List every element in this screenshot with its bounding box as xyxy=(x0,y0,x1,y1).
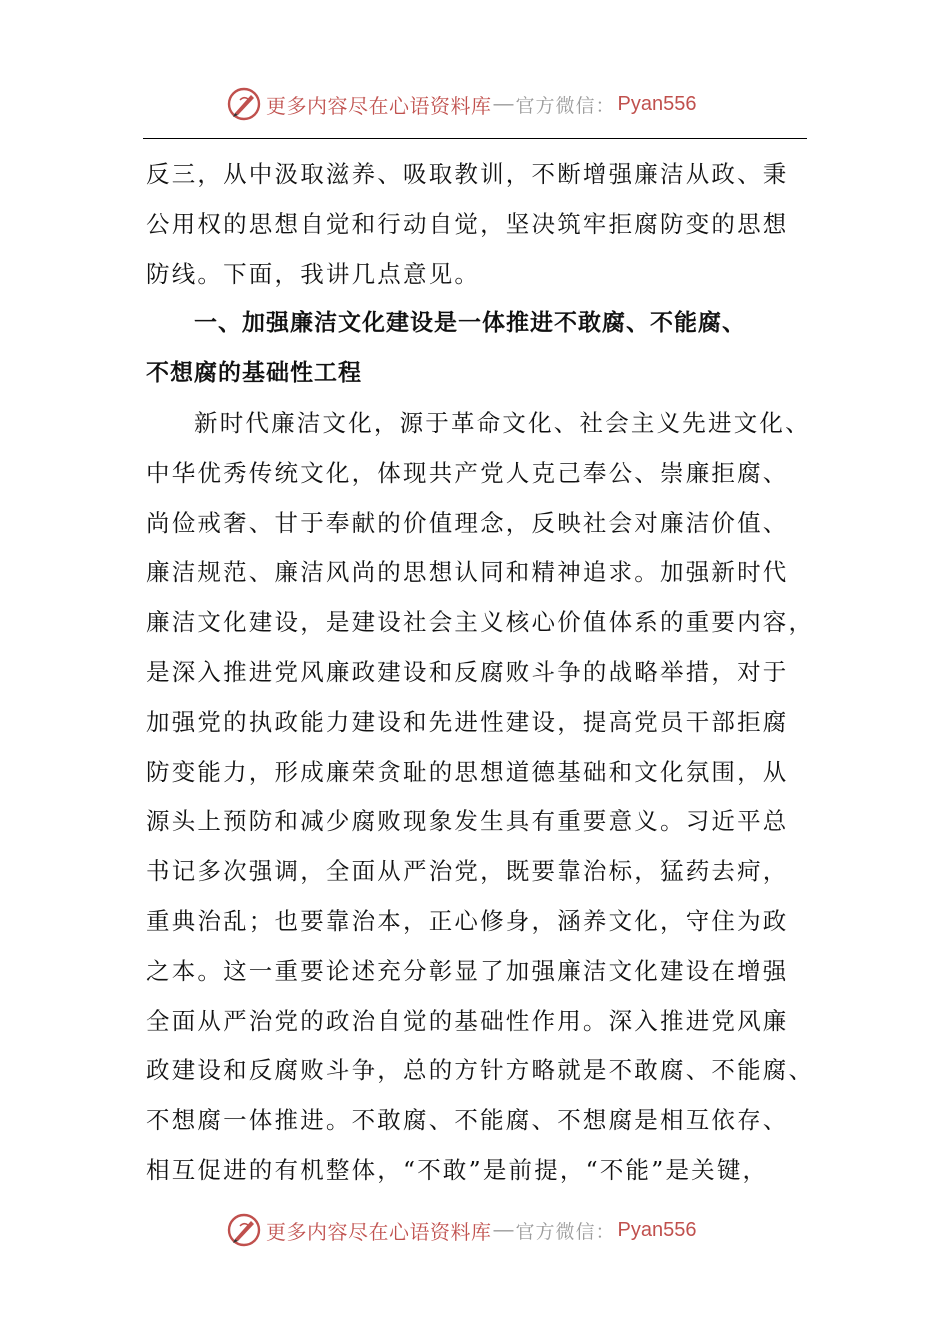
header-account: Pyan556 xyxy=(617,92,697,115)
body-line: 全面从严治党的政治自觉的基础性作用。深入推进党风廉 xyxy=(146,1006,789,1035)
body-line: 公用权的思想自觉和行动自觉，坚决筑牢拒腐防变的思想 xyxy=(146,209,789,238)
header-dash: — xyxy=(493,92,514,115)
header-rule xyxy=(143,138,807,139)
body-line: 反三，从中汲取滋养、吸取教训，不断增强廉洁从政、秉 xyxy=(146,160,789,188)
body-line: 重典治乱；也要靠治本，正心修身，涵养文化，守住为政 xyxy=(146,906,789,935)
body-line: 源头上预防和减少腐败现象发生具有重要意义。习近平总 xyxy=(146,807,789,836)
body-line: 廉洁文化建设，是建设社会主义核心价值体系的重要内容， xyxy=(146,608,815,637)
body-line: 不想腐一体推进。不敢腐、不能腐、不想腐是相互依存、 xyxy=(146,1106,789,1135)
footer-dash: — xyxy=(493,1218,514,1241)
body-line: 之本。这一重要论述充分彰显了加强廉洁文化建设在增强 xyxy=(146,956,789,985)
pen-logo-icon xyxy=(226,86,262,122)
header-promo-text: 更多内容尽在心语资料库 xyxy=(266,93,492,118)
section-heading-cont: 不想腐的基础性工程 xyxy=(146,360,362,387)
footer-banner xyxy=(226,1210,746,1250)
footer-account: Pyan556 xyxy=(617,1218,697,1241)
body-line: 相互促进的有机整体，“不敢”是前提，“不能”是关键， xyxy=(146,1155,769,1184)
pen-logo-icon xyxy=(226,1212,262,1248)
body-line: 是深入推进党风廉政建设和反腐败斗争的战略举措，对于 xyxy=(146,657,789,686)
body-line: 防变能力，形成廉荣贪耻的思想道德基础和文化氛围，从 xyxy=(146,757,789,786)
header-wechat-label: 官方微信： xyxy=(515,94,616,117)
document-body xyxy=(146,150,815,1196)
body-line: 政建设和反腐败斗争，总的方针方略就是不敢腐、不能腐、 xyxy=(146,1056,815,1085)
header-banner xyxy=(226,84,746,124)
body-line: 尚俭戒奢、甘于奉献的价值理念，反映社会对廉洁价值、 xyxy=(146,508,789,537)
body-line: 中华优秀传统文化，体现共产党人克己奉公、崇廉拒腐、 xyxy=(146,458,789,487)
footer-promo-text: 更多内容尽在心语资料库 xyxy=(266,1219,492,1244)
body-line: 新时代廉洁文化，源于革命文化、社会主义先进文化、 xyxy=(194,408,811,437)
body-line: 书记多次强调，全面从严治党，既要靠治标，猛药去疴， xyxy=(146,857,789,886)
body-line: 加强党的执政能力建设和先进性建设，提高党员干部拒腐 xyxy=(146,707,789,736)
body-line: 防线。下面，我讲几点意见。 xyxy=(146,259,481,288)
footer-wechat-label: 官方微信： xyxy=(515,1220,616,1243)
section-heading: 一、加强廉洁文化建设是一体推进不敢腐、不能腐、 xyxy=(194,310,746,337)
body-line: 廉洁规范、廉洁风尚的思想认同和精神追求。加强新时代 xyxy=(146,558,789,587)
